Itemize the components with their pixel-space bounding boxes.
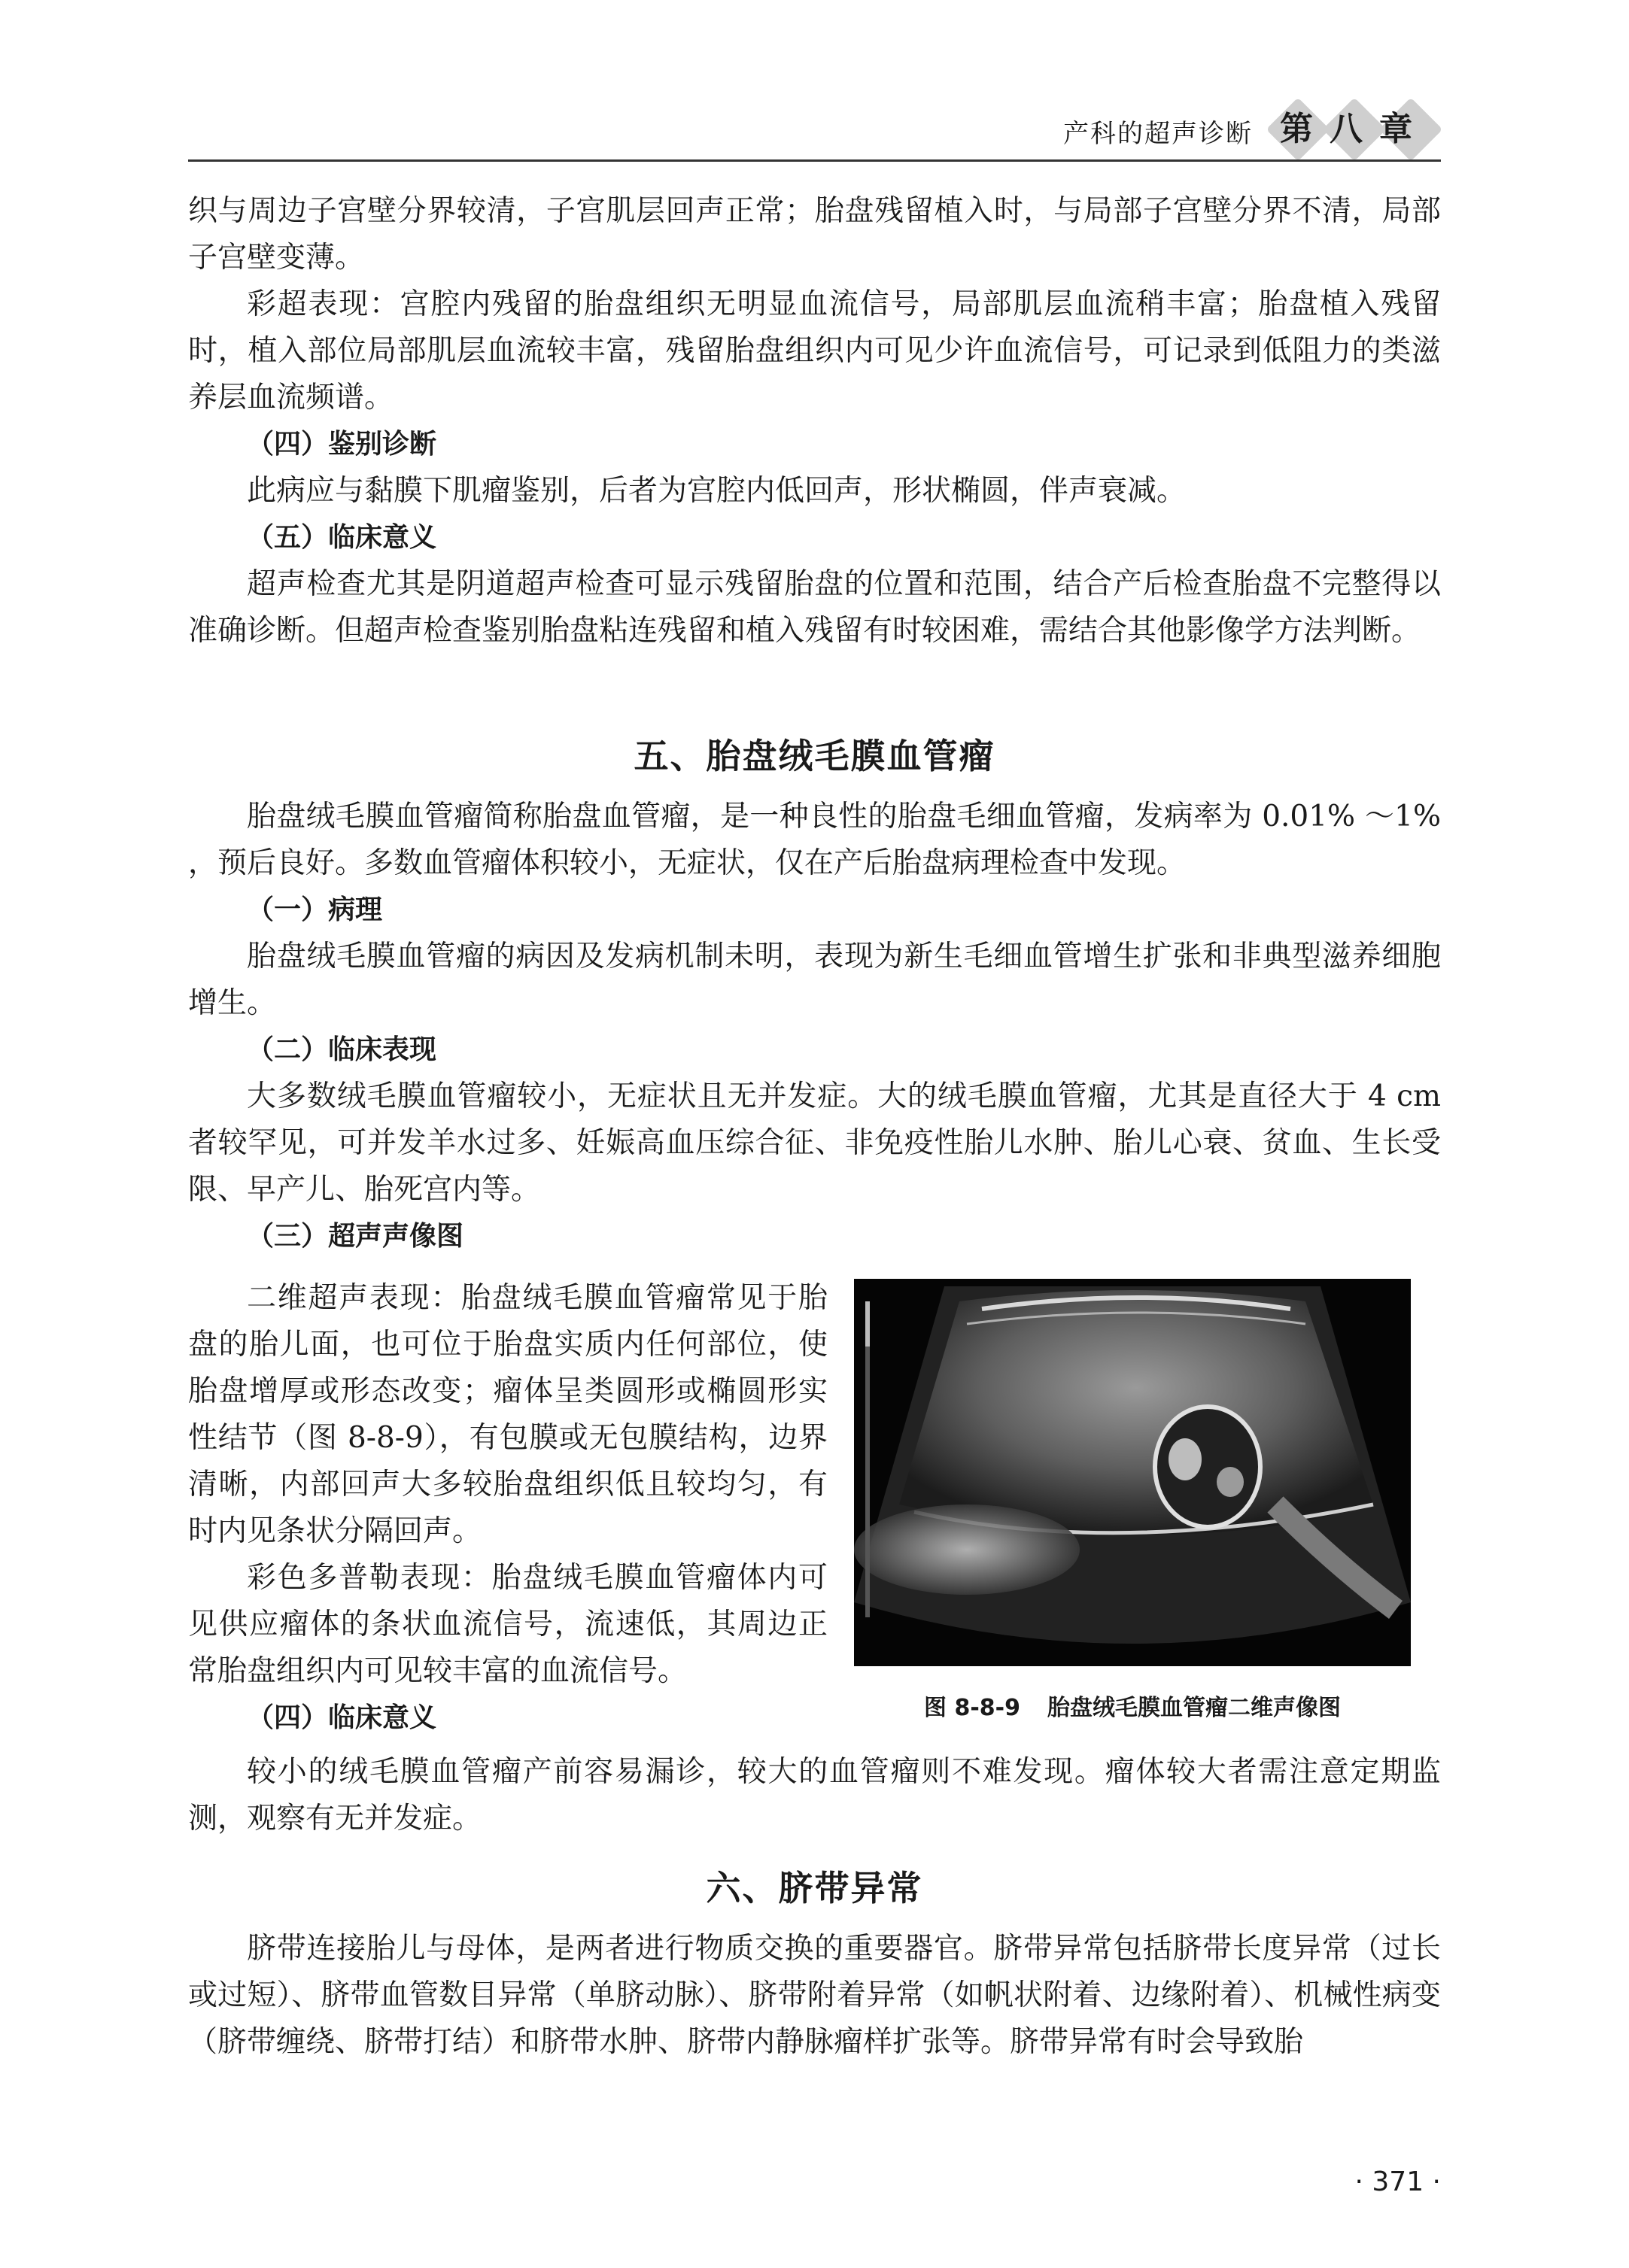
subheading: （四）临床意义	[247, 1702, 437, 1733]
top-text-block	[188, 188, 1441, 654]
page-number: · 371 ·	[1354, 2166, 1441, 2197]
header-rule	[188, 159, 1441, 162]
paragraph: 脐带连接胎儿与母体，是两者进行物质交换的重要器官。脐带异常包括脐带长度异常（过长或过短）、脐带血管数目异常（单脐动脉）、脐带附着异常（如帆状附着、边缘附着）、机械性病变（脐带缠绕、脐带打结）和脐带水肿、脐带内静脉瘤样扩张等。脐带异常有时会导致胎	[188, 1932, 1441, 2059]
paragraph: 织与周边子宫壁分界较清，子宫肌层回声正常；胎盘残留植入时，与局部子宫壁分界不清，局部子宫壁变薄。	[188, 194, 1441, 275]
wrapped-text-block	[188, 1275, 828, 1741]
paragraph: 二维超声表现：胎盘绒毛膜血管瘤常见于胎盘的胎儿面，也可位于胎盘实质内任何部位，使胎盘增厚或形态改变；瘤体呈类圆形或椭圆形实性结节（图 8-8-9），有包膜或无包膜结构，边界清晰，内部回声大多较胎盘组织低且较均匀，有时内见条状分隔回声。	[188, 1281, 828, 1548]
section-title: 六、脐带异常	[706, 1868, 923, 1908]
section-5-closing	[188, 1749, 1441, 1842]
paragraph: 大多数绒毛膜血管瘤较小，无症状且无并发症。大的绒毛膜血管瘤，尤其是直径大于 4 cm 者较罕见，可并发羊水过多、妊娠高血压综合征、非免疫性胎儿水肿、胎儿心衰、贫血、生长受限、早产儿、胎死宫内等。	[188, 1079, 1441, 1207]
paragraph: 较小的绒毛膜血管瘤产前容易漏诊，较大的血管瘤则不难发现。瘤体较大者需注意定期监测，观察有无并发症。	[188, 1755, 1441, 1835]
paragraph: 彩色多普勒表现：胎盘绒毛膜血管瘤体内可见供应瘤体的条状血流信号，流速低，其周边正常胎盘组织内可见较丰富的血流信号。	[188, 1561, 828, 1688]
figure-caption	[854, 1689, 1411, 1722]
chapter-badge	[1268, 105, 1441, 153]
header-title: 产科的超声诊断	[1063, 119, 1253, 149]
ultrasound-image	[854, 1279, 1411, 1666]
subheading: （四）鉴别诊断	[247, 429, 437, 460]
chapter-label: 第八章	[1280, 110, 1429, 148]
running-header	[188, 105, 1441, 158]
figure-number: 图 8-8-9	[924, 1695, 1020, 1721]
paragraph: 胎盘绒毛膜血管瘤的病因及发病机制未明，表现为新生毛细血管增生扩张和非典型滋养细胞增生。	[188, 940, 1441, 1020]
subheading: （五）临床意义	[247, 522, 437, 553]
paragraph: 超声检查尤其是阴道超声检查可显示残留胎盘的位置和范围，结合产后检查胎盘不完整得以准确诊断。但超声检查鉴别胎盘粘连残留和植入残留有时较困难，需结合其他影像学方法判断。	[188, 567, 1441, 648]
figure-8-8-9	[854, 1279, 1411, 1722]
section-6-block	[188, 1851, 1441, 2066]
paragraph: 彩超表现：宫腔内残留的胎盘组织无明显血流信号，局部肌层血流稍丰富；胎盘植入残留时，植入部位局部肌层血流较丰富，残留胎盘组织内可见少许血流信号，可记录到低阻力的类滋养层血流频谱。	[188, 287, 1441, 414]
subheading: （一）病理	[247, 894, 383, 925]
subheading: （二）临床表现	[247, 1034, 437, 1065]
figure-caption-text: 胎盘绒毛膜血管瘤二维声像图	[1047, 1695, 1341, 1721]
paragraph: 此病应与黏膜下肌瘤鉴别，后者为宫腔内低回声，形状椭圆，伴声衰减。	[247, 474, 1187, 508]
subheading: （三）超声声像图	[247, 1221, 464, 1252]
section-5-block	[188, 718, 1441, 1260]
paragraph: 胎盘绒毛膜血管瘤简称胎盘血管瘤，是一种良性的胎盘毛细血管瘤，发病率为 0.01% ～1% ，预后良好。多数血管瘤体积较小，无症状，仅在产后胎盘病理检查中发现。	[188, 800, 1441, 880]
section-title: 五、胎盘绒毛膜血管瘤	[634, 736, 995, 776]
ultrasound-scan-graphic	[854, 1279, 1411, 1666]
